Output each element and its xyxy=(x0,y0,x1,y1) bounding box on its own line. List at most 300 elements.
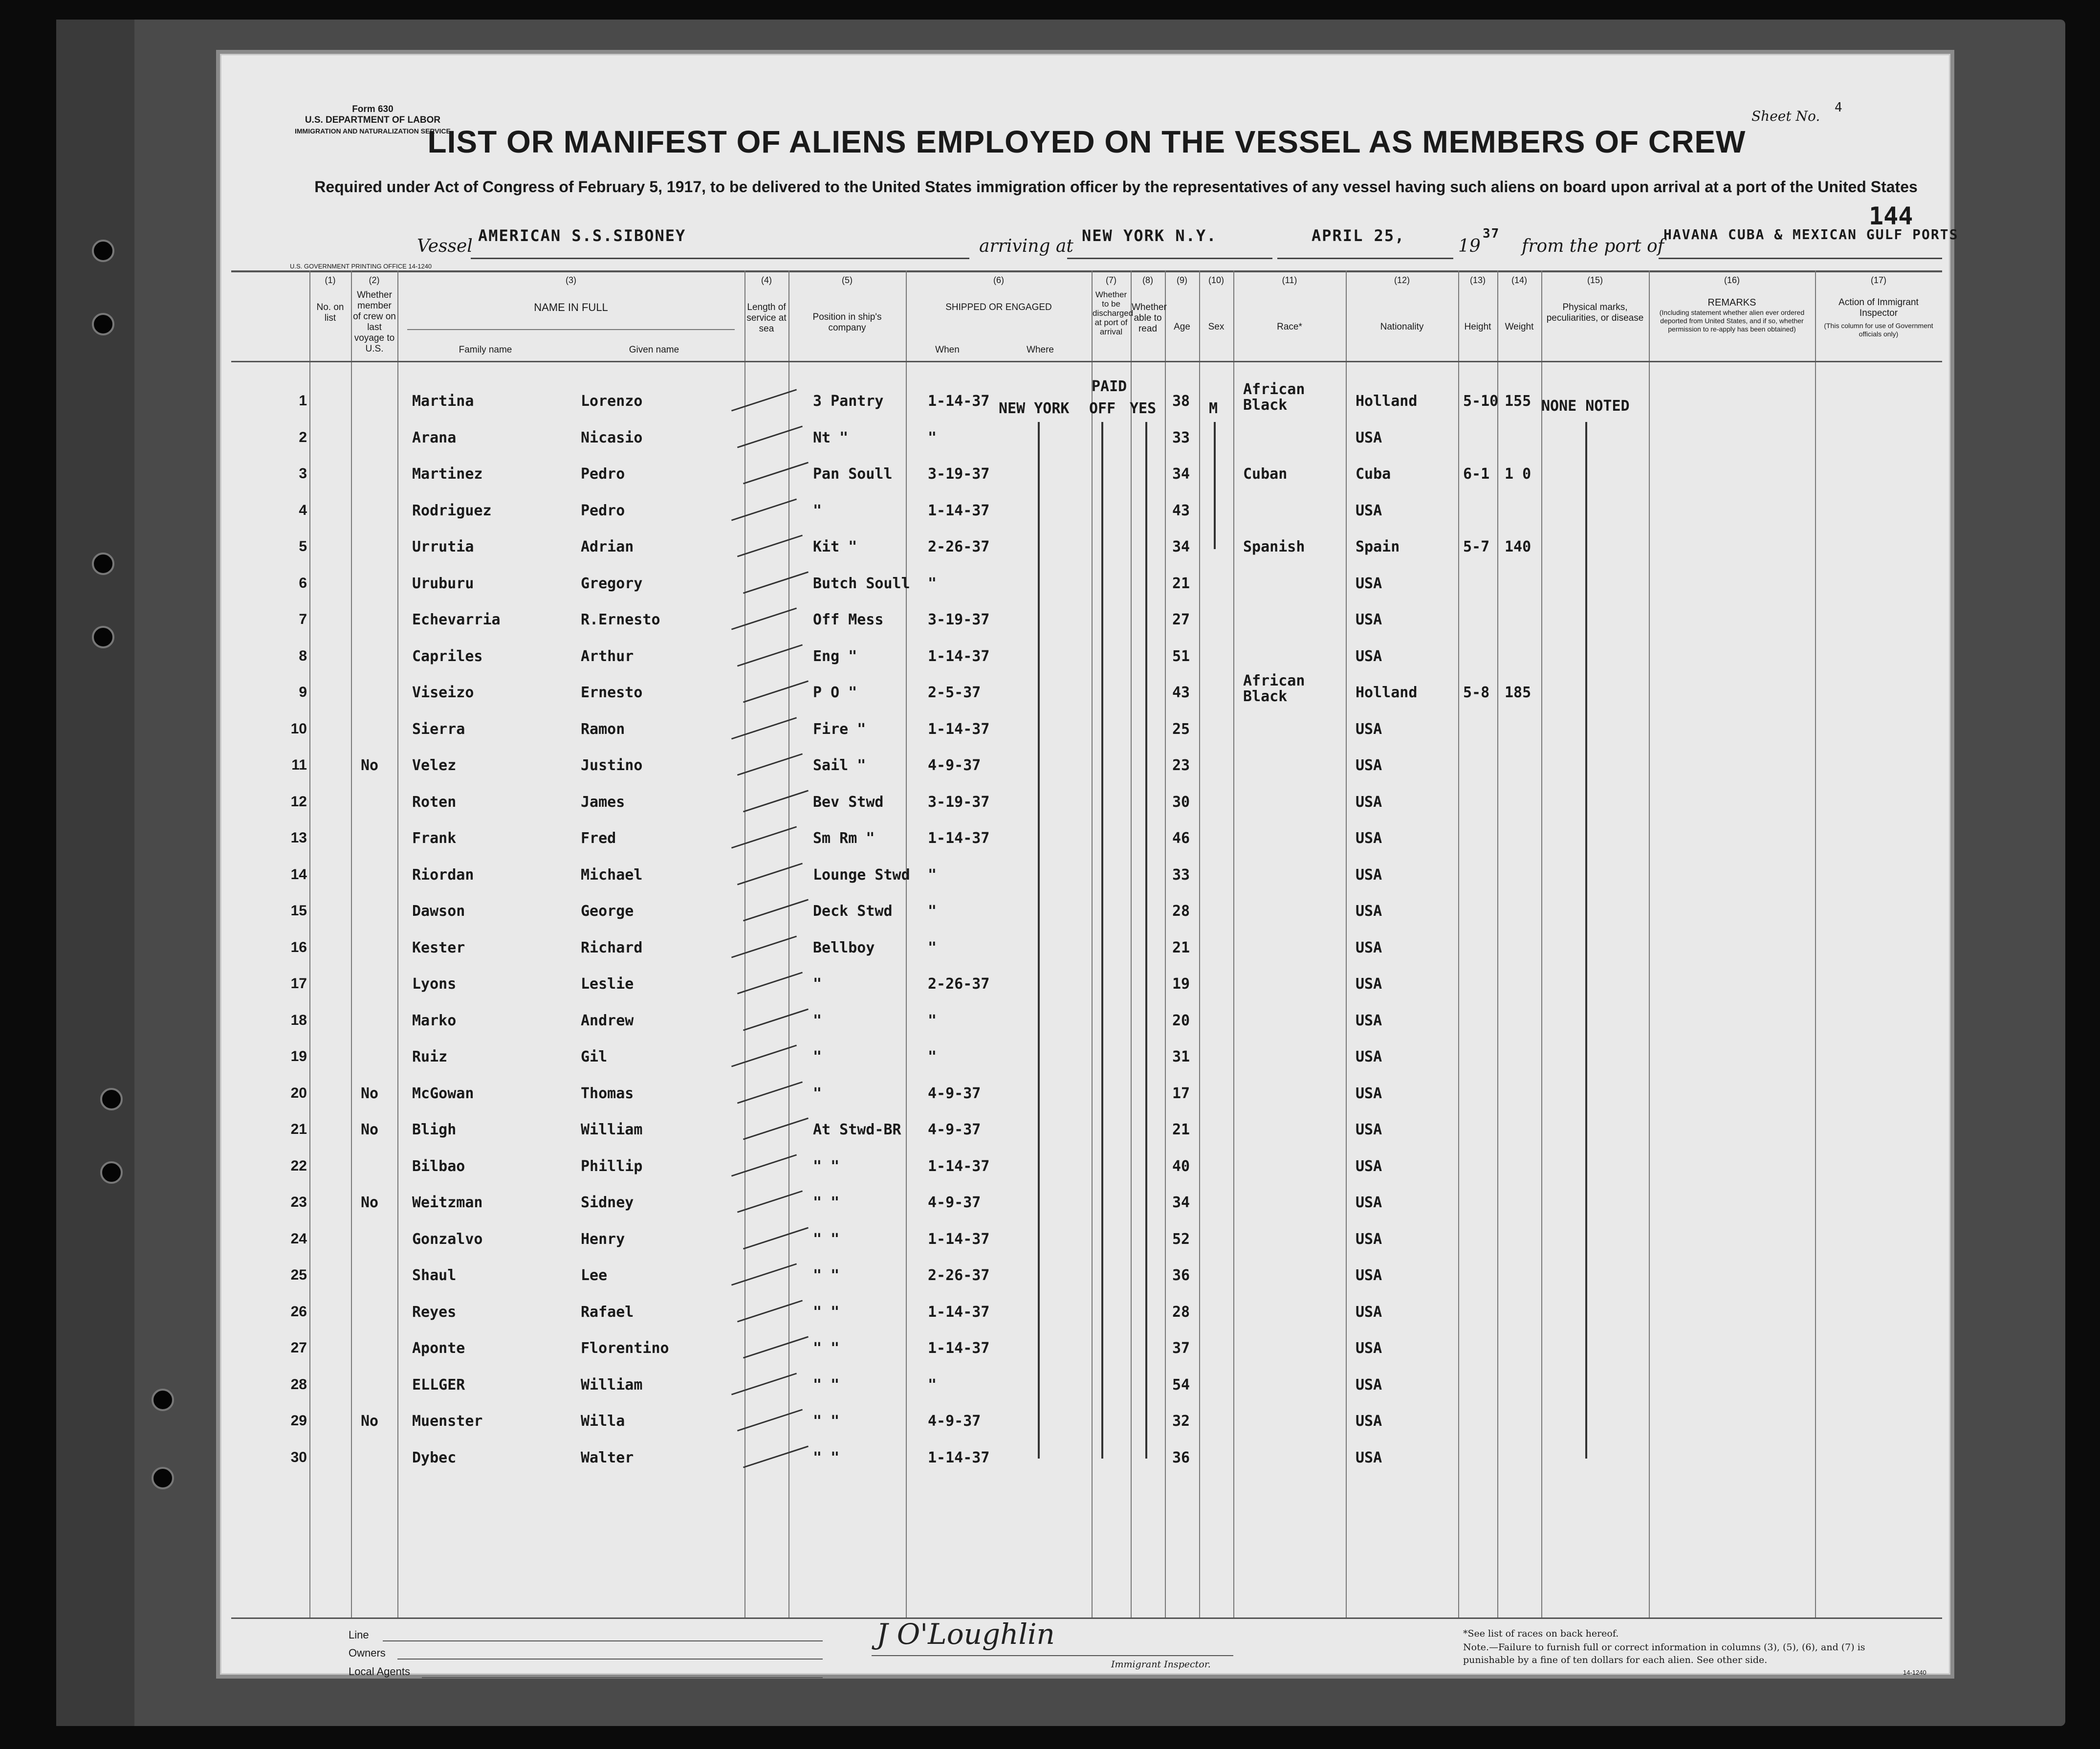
col-3-label: NAME IN FULL xyxy=(534,301,608,313)
col-4-num: (4) xyxy=(761,275,772,285)
row-27-given-name: Florentino xyxy=(581,1340,669,1357)
row-7-shipped-when: 3-19-37 xyxy=(928,611,990,628)
binder-hole xyxy=(152,1389,174,1411)
row-14-given-name: Michael xyxy=(581,866,643,884)
service-check-mark xyxy=(743,790,809,812)
row-19-nationality: USA xyxy=(1356,1048,1382,1065)
row-9-position: P O " xyxy=(813,684,857,701)
row-4-given-name: Pedro xyxy=(581,502,625,519)
row-27-position: " " xyxy=(813,1340,840,1357)
service-check-mark xyxy=(743,1445,809,1468)
form-number: Form 630 xyxy=(352,104,394,114)
row-1-family-name: Martina xyxy=(412,393,474,410)
row-20-family-name: McGowan xyxy=(412,1085,474,1102)
row-21-nationality: USA xyxy=(1356,1121,1382,1138)
row-2-row-number: 2 xyxy=(299,429,307,445)
printing-office: U.S. GOVERNMENT PRINTING OFFICE 14-1240 xyxy=(290,263,432,270)
ditto-line-discharge xyxy=(1101,422,1103,1459)
row-27-shipped-when: 1-14-37 xyxy=(928,1340,990,1357)
col-6-label: SHIPPED OR ENGAGED xyxy=(945,302,1052,312)
row-18-row-number: 18 xyxy=(290,1012,307,1028)
row-3-row-number: 3 xyxy=(299,465,307,482)
row-5-position: Kit " xyxy=(813,538,857,555)
col-2-label: Whether member of crew on last voyage to U.S. xyxy=(353,290,396,354)
row-17-family-name: Lyons xyxy=(412,975,457,993)
service-check-mark xyxy=(731,389,797,411)
row-17-given-name: Leslie xyxy=(581,975,634,993)
service-check-mark xyxy=(731,498,797,521)
col-11-label: Race* xyxy=(1277,322,1302,332)
col-10-num: (10) xyxy=(1208,275,1224,285)
row-15-nationality: USA xyxy=(1356,903,1382,920)
row-6-family-name: Uruburu xyxy=(412,575,474,592)
arriving-label: arriving at xyxy=(979,236,1073,256)
column-divider xyxy=(1131,270,1132,1617)
row-12-position: Bev Stwd xyxy=(813,793,884,811)
col-1-num: (1) xyxy=(325,275,336,285)
service-check-mark xyxy=(731,1373,797,1395)
row-9-nationality: Holland xyxy=(1356,684,1418,701)
col-14-label: Weight xyxy=(1505,322,1534,332)
row-8-age: 51 xyxy=(1172,647,1190,665)
row-26-position: " " xyxy=(813,1303,840,1321)
row-11-family-name: Velez xyxy=(412,757,457,774)
row-7-nationality: USA xyxy=(1356,611,1382,628)
row-14-row-number: 14 xyxy=(290,866,307,883)
col-3-num: (3) xyxy=(566,275,576,285)
row-12-given-name: James xyxy=(581,793,625,811)
row-29-last-voyage: No xyxy=(361,1413,379,1430)
service-check-mark xyxy=(743,899,809,921)
col-9-num: (9) xyxy=(1177,275,1187,285)
column-divider xyxy=(1199,270,1200,1617)
row-22-nationality: USA xyxy=(1356,1157,1382,1175)
service-check-mark xyxy=(737,1300,803,1322)
column-divider xyxy=(1165,270,1166,1617)
row-18-position: " xyxy=(813,1012,822,1029)
row-28-position: " " xyxy=(813,1376,840,1394)
row-13-family-name: Frank xyxy=(412,830,457,847)
row-5-row-number: 5 xyxy=(299,538,307,554)
col-12-num: (12) xyxy=(1394,275,1410,285)
row-5-weight: 140 xyxy=(1505,538,1531,555)
col-13-num: (13) xyxy=(1469,275,1486,285)
row-22-given-name: Phillip xyxy=(581,1157,643,1175)
row-29-family-name: Muenster xyxy=(412,1413,483,1430)
row-1-nationality: Holland xyxy=(1356,393,1418,410)
col-5-num: (5) xyxy=(842,275,853,285)
row-16-nationality: USA xyxy=(1356,939,1382,956)
row-6-position: Butch Soull xyxy=(813,575,910,592)
row-15-family-name: Dawson xyxy=(412,903,465,920)
row-26-row-number: 26 xyxy=(290,1303,307,1320)
row-21-age: 21 xyxy=(1172,1121,1190,1138)
col-15-num: (15) xyxy=(1587,275,1603,285)
row-29-shipped-when: 4-9-37 xyxy=(928,1413,981,1430)
row-24-family-name: Gonzalvo xyxy=(412,1230,483,1248)
row-14-family-name: Riordan xyxy=(412,866,474,884)
row-20-position: " xyxy=(813,1085,822,1102)
column-divider xyxy=(1815,270,1816,1617)
row-6-shipped-when: " xyxy=(928,575,937,592)
family-name-head: Family name xyxy=(459,345,512,355)
row-6-nationality: USA xyxy=(1356,575,1382,592)
row-3-given-name: Pedro xyxy=(581,465,625,483)
owners-label: Owners xyxy=(349,1647,386,1659)
column-divider xyxy=(309,270,310,1617)
row-10-shipped-when: 1-14-37 xyxy=(928,720,990,738)
row-18-shipped-when: " xyxy=(928,1012,937,1029)
row-1-age: 38 xyxy=(1172,393,1190,410)
row-30-shipped-when: 1-14-37 xyxy=(928,1449,990,1466)
fine-note: Note.—Failure to furnish full or correct information in columns (3), (5), (6), and (7) is punishable by a fine of ten dollars for each alien. See other side. xyxy=(1463,1642,1865,1665)
row-8-nationality: USA xyxy=(1356,647,1382,665)
row-21-position: At Stwd-BR xyxy=(813,1121,901,1138)
row-1-shipped-when: 1-14-37 xyxy=(928,393,990,410)
row-4-nationality: USA xyxy=(1356,502,1382,519)
row-2-shipped-when: " xyxy=(928,429,937,446)
row-13-position: Sm Rm " xyxy=(813,830,875,847)
service-check-mark xyxy=(737,972,803,994)
year-prefix: 19 xyxy=(1458,236,1481,256)
row-15-given-name: George xyxy=(581,903,634,920)
column-divider xyxy=(1346,270,1347,1617)
service-check-mark xyxy=(743,1336,809,1358)
row-6-age: 21 xyxy=(1172,575,1190,592)
row-26-age: 28 xyxy=(1172,1303,1190,1321)
page-title: LIST OR MANIFEST OF ALIENS EMPLOYED ON THE VESSEL AS MEMBERS OF CREW xyxy=(427,124,1746,159)
col-9-label: Age xyxy=(1174,322,1190,332)
row-25-age: 36 xyxy=(1172,1267,1190,1284)
col-1-label: No. on list xyxy=(316,302,344,323)
col-2-num: (2) xyxy=(369,275,380,285)
service-check-mark xyxy=(737,1081,803,1104)
inspector-label: Immigrant Inspector. xyxy=(1111,1659,1211,1670)
row-2-age: 33 xyxy=(1172,429,1190,446)
ditto-line-read xyxy=(1145,422,1147,1459)
row-20-nationality: USA xyxy=(1356,1085,1382,1102)
row-27-age: 37 xyxy=(1172,1340,1190,1357)
col-15-label: Physical marks, peculiarities, or disease xyxy=(1546,302,1644,323)
where-head: Where xyxy=(1027,345,1054,355)
row-22-age: 40 xyxy=(1172,1157,1190,1175)
row-17-row-number: 17 xyxy=(290,975,307,992)
row-1-race: African Black xyxy=(1243,381,1305,414)
row-8-shipped-when: 1-14-37 xyxy=(928,647,990,665)
row-15-shipped-when: " xyxy=(928,903,937,920)
row-11-age: 23 xyxy=(1172,757,1190,774)
owners-field xyxy=(397,1659,823,1660)
row-27-family-name: Aponte xyxy=(412,1340,465,1357)
column-divider xyxy=(1541,270,1542,1617)
row-1-where: NEW YORK xyxy=(999,400,1070,417)
row-3-age: 34 xyxy=(1172,465,1190,483)
row-9-row-number: 9 xyxy=(299,684,307,700)
row-5-given-name: Adrian xyxy=(581,538,634,555)
row-1-paid: PAID xyxy=(1092,378,1127,395)
row-12-shipped-when: 3-19-37 xyxy=(928,793,990,811)
row-10-family-name: Sierra xyxy=(412,720,465,738)
service-check-mark xyxy=(731,1154,797,1176)
row-15-row-number: 15 xyxy=(290,903,307,919)
service-check-mark xyxy=(731,826,797,848)
service-check-mark xyxy=(737,753,803,775)
footer-rule xyxy=(231,1617,1942,1619)
service-check-mark xyxy=(737,425,803,448)
row-17-shipped-when: 2-26-37 xyxy=(928,975,990,993)
row-5-height: 5-7 xyxy=(1463,538,1490,555)
row-30-row-number: 30 xyxy=(290,1449,307,1465)
row-3-height: 6-1 xyxy=(1463,465,1490,483)
col-17-num: (17) xyxy=(1870,275,1886,285)
row-14-position: Lounge Stwd xyxy=(813,866,910,884)
row-17-age: 19 xyxy=(1172,975,1190,993)
races-note: *See list of races on back hereof. xyxy=(1463,1628,1619,1639)
row-5-age: 34 xyxy=(1172,538,1190,555)
line-field xyxy=(383,1640,823,1641)
row-24-nationality: USA xyxy=(1356,1230,1382,1248)
row-16-position: Bellboy xyxy=(813,939,875,956)
col-4-label: Length of service at sea xyxy=(746,302,787,334)
row-29-nationality: USA xyxy=(1356,1413,1382,1430)
row-5-shipped-when: 2-26-37 xyxy=(928,538,990,555)
row-12-age: 30 xyxy=(1172,793,1190,811)
row-9-family-name: Viseizo xyxy=(412,684,474,701)
row-22-position: " " xyxy=(813,1157,840,1175)
row-21-row-number: 21 xyxy=(290,1121,307,1137)
col-6-num: (6) xyxy=(993,275,1004,285)
row-9-race: African Black xyxy=(1243,672,1305,705)
service-check-mark xyxy=(731,717,797,739)
column-divider xyxy=(1497,270,1498,1617)
row-20-shipped-when: 4-9-37 xyxy=(928,1085,981,1102)
row-28-row-number: 28 xyxy=(290,1376,307,1393)
column-divider xyxy=(906,270,907,1617)
from-label: from the port of xyxy=(1522,236,1664,256)
row-10-age: 25 xyxy=(1172,720,1190,738)
row-23-age: 34 xyxy=(1172,1194,1190,1211)
row-26-shipped-when: 1-14-37 xyxy=(928,1303,990,1321)
row-24-shipped-when: 1-14-37 xyxy=(928,1230,990,1248)
given-name-head: Given name xyxy=(629,345,679,355)
row-7-row-number: 7 xyxy=(299,611,307,627)
row-22-row-number: 22 xyxy=(290,1157,307,1174)
row-10-given-name: Ramon xyxy=(581,720,625,738)
row-3-family-name: Martinez xyxy=(412,465,483,483)
col-7-num: (7) xyxy=(1106,275,1116,285)
vessel-name: AMERICAN S.S.SIBONEY xyxy=(478,226,686,245)
row-18-age: 20 xyxy=(1172,1012,1190,1029)
row-23-nationality: USA xyxy=(1356,1194,1382,1211)
row-12-nationality: USA xyxy=(1356,793,1382,811)
ditto-line-sex xyxy=(1214,422,1216,549)
row-12-row-number: 12 xyxy=(290,793,307,810)
row-1-remarks: NONE NOTED xyxy=(1541,398,1630,415)
row-23-shipped-when: 4-9-37 xyxy=(928,1194,981,1211)
row-9-age: 43 xyxy=(1172,684,1190,701)
binder-hole xyxy=(92,240,114,262)
row-2-nationality: USA xyxy=(1356,429,1382,446)
row-19-shipped-when: " xyxy=(928,1048,937,1065)
row-16-row-number: 16 xyxy=(290,939,307,955)
col-16-num: (16) xyxy=(1724,275,1740,285)
col-17-label: Action of Immigrant Inspector xyxy=(1838,297,1919,318)
service-check-mark xyxy=(737,644,803,666)
row-21-last-voyage: No xyxy=(361,1121,379,1138)
binder-strip xyxy=(56,20,134,1726)
row-17-nationality: USA xyxy=(1356,975,1382,993)
row-28-given-name: William xyxy=(581,1376,643,1394)
row-28-family-name: ELLGER xyxy=(412,1376,465,1394)
row-6-row-number: 6 xyxy=(299,575,307,591)
row-29-age: 32 xyxy=(1172,1413,1190,1430)
row-1-given-name: Lorenzo xyxy=(581,393,643,410)
row-20-age: 17 xyxy=(1172,1085,1190,1102)
col-5-label: Position in ship's company xyxy=(812,312,882,333)
row-18-given-name: Andrew xyxy=(581,1012,634,1029)
row-18-family-name: Marko xyxy=(412,1012,457,1029)
row-16-shipped-when: " xyxy=(928,939,937,956)
row-29-given-name: Willa xyxy=(581,1413,625,1430)
row-19-row-number: 19 xyxy=(290,1048,307,1064)
row-18-nationality: USA xyxy=(1356,1012,1382,1029)
vessel-label: Vessel xyxy=(417,236,473,256)
row-17-position: " xyxy=(813,975,822,993)
row-6-given-name: Gregory xyxy=(581,575,643,592)
signature-line xyxy=(872,1655,1233,1656)
column-divider xyxy=(1233,270,1234,1617)
row-28-nationality: USA xyxy=(1356,1376,1382,1394)
row-3-weight: 1 0 xyxy=(1505,465,1531,483)
row-16-given-name: Richard xyxy=(581,939,643,956)
row-29-position: " " xyxy=(813,1413,840,1430)
row-11-nationality: USA xyxy=(1356,757,1382,774)
row-5-family-name: Urrutia xyxy=(412,538,474,555)
binder-hole xyxy=(92,553,114,575)
row-4-age: 43 xyxy=(1172,502,1190,519)
row-8-position: Eng " xyxy=(813,647,857,665)
col-13-label: Height xyxy=(1464,322,1491,332)
header-rule xyxy=(231,270,1942,272)
row-10-row-number: 10 xyxy=(290,720,307,737)
row-26-given-name: Rafael xyxy=(581,1303,634,1321)
service-check-mark xyxy=(743,680,809,703)
page-number: 144 xyxy=(1869,202,1913,230)
row-8-given-name: Arthur xyxy=(581,647,634,665)
row-28-age: 54 xyxy=(1172,1376,1190,1394)
column-header-rule xyxy=(231,361,1942,362)
row-25-position: " " xyxy=(813,1267,840,1284)
row-11-shipped-when: 4-9-37 xyxy=(928,757,981,774)
row-13-given-name: Fred xyxy=(581,830,616,847)
row-4-family-name: Rodriguez xyxy=(412,502,492,519)
service-check-mark xyxy=(731,935,797,958)
remarks-note: (Including statement whether alien ever ordered deported from United States, and if so, whether permission to re-apply has been obtained) xyxy=(1659,309,1805,333)
ditto-line-remarks xyxy=(1585,422,1587,1459)
row-14-age: 33 xyxy=(1172,866,1190,884)
row-25-shipped-when: 2-26-37 xyxy=(928,1267,990,1284)
row-13-nationality: USA xyxy=(1356,830,1382,847)
row-7-given-name: R.Ernesto xyxy=(581,611,660,628)
row-25-family-name: Shaul xyxy=(412,1267,457,1284)
department: U.S. DEPARTMENT OF LABOR xyxy=(305,115,441,125)
col-16-label: REMARKS xyxy=(1707,297,1756,308)
row-24-given-name: Henry xyxy=(581,1230,625,1248)
row-30-age: 36 xyxy=(1172,1449,1190,1466)
row-20-row-number: 20 xyxy=(290,1085,307,1101)
service-check-mark xyxy=(743,1227,809,1249)
line-label: Line xyxy=(349,1629,369,1641)
row-27-nationality: USA xyxy=(1356,1340,1382,1357)
row-8-row-number: 8 xyxy=(299,647,307,664)
column-divider xyxy=(351,270,352,1617)
row-19-family-name: Ruiz xyxy=(412,1048,448,1065)
service-check-mark xyxy=(737,1190,803,1213)
row-1-height: 5-10 xyxy=(1463,393,1499,410)
row-10-position: Fire " xyxy=(813,720,866,738)
agents-label: Local Agents xyxy=(349,1665,410,1678)
row-9-weight: 185 xyxy=(1505,684,1531,701)
row-2-family-name: Arana xyxy=(412,429,457,446)
row-9-height: 5-8 xyxy=(1463,684,1490,701)
service-check-mark xyxy=(743,571,809,594)
row-28-shipped-when: " xyxy=(928,1376,937,1394)
year-suffix: 37 xyxy=(1483,226,1500,241)
row-25-row-number: 25 xyxy=(290,1267,307,1283)
row-15-position: Deck Stwd xyxy=(813,903,893,920)
service-check-mark xyxy=(731,1263,797,1285)
row-5-race: Spanish xyxy=(1243,538,1305,555)
row-9-shipped-when: 2-5-37 xyxy=(928,684,981,701)
row-30-family-name: Dybec xyxy=(412,1449,457,1466)
row-21-given-name: William xyxy=(581,1121,643,1138)
binder-hole xyxy=(92,313,114,335)
row-1-sex: M xyxy=(1209,400,1218,417)
row-16-family-name: Kester xyxy=(412,939,465,956)
arrival-date: APRIL 25, xyxy=(1312,226,1405,245)
row-7-family-name: Echevarria xyxy=(412,611,501,628)
row-5-nationality: Spain xyxy=(1356,538,1400,555)
row-24-row-number: 24 xyxy=(290,1230,307,1247)
row-20-given-name: Thomas xyxy=(581,1085,634,1102)
row-3-race: Cuban xyxy=(1243,465,1288,483)
col-14-num: (14) xyxy=(1511,275,1527,285)
row-19-position: " xyxy=(813,1048,822,1065)
row-14-nationality: USA xyxy=(1356,866,1382,884)
row-20-last-voyage: No xyxy=(361,1085,379,1102)
agents-field xyxy=(422,1677,823,1678)
row-15-age: 28 xyxy=(1172,903,1190,920)
row-22-shipped-when: 1-14-37 xyxy=(928,1157,990,1175)
col-7-label: Whether to be discharged at port of arrival xyxy=(1093,290,1134,336)
binder-hole xyxy=(100,1088,123,1110)
row-23-last-voyage: No xyxy=(361,1194,379,1211)
arriving-port: NEW YORK N.Y. xyxy=(1082,226,1217,245)
row-25-nationality: USA xyxy=(1356,1267,1382,1284)
when-head: When xyxy=(935,345,960,355)
row-1-off: OFF xyxy=(1089,400,1116,417)
row-29-row-number: 29 xyxy=(290,1413,307,1429)
row-24-age: 52 xyxy=(1172,1230,1190,1248)
binder-hole xyxy=(100,1161,123,1184)
row-13-shipped-when: 1-14-37 xyxy=(928,830,990,847)
column-divider xyxy=(744,270,745,1617)
col-8-label: Whether able to read xyxy=(1132,302,1167,334)
row-9-given-name: Ernesto xyxy=(581,684,643,701)
column-divider xyxy=(1092,270,1093,1617)
row-1-position: 3 Pantry xyxy=(813,393,884,410)
row-11-last-voyage: No xyxy=(361,757,379,774)
